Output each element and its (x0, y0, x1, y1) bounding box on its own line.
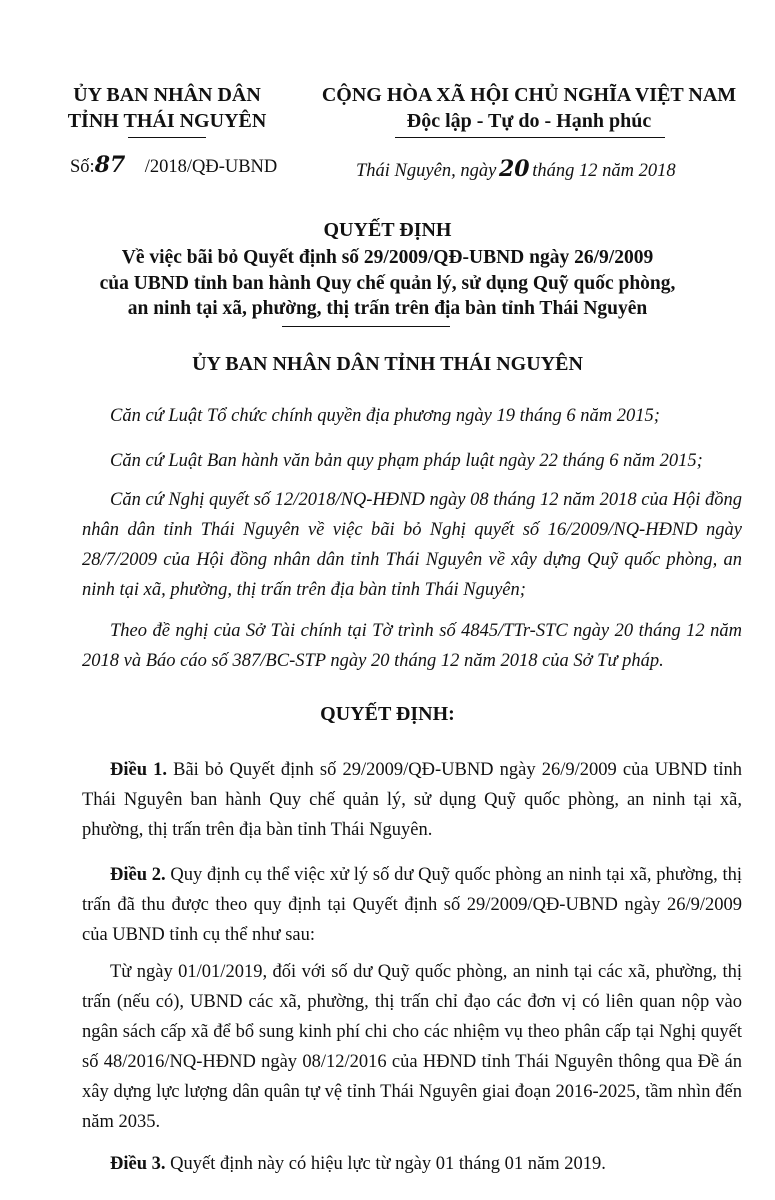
title-line1: Về việc bãi bỏ Quyết định số 29/2009/QĐ-UBND ngày 26/9/2009 (121, 247, 654, 268)
legal-basis-2: Căn cứ Luật Ban hành văn bản quy phạm pháp luật ngày 22 tháng 6 năm 2015; (110, 451, 703, 471)
doc-number-label: Số: (70, 157, 95, 177)
article-3 (82, 1149, 742, 1179)
article-1-text: Bãi bỏ Quyết định số 29/2009/QĐ-UBND ngày 26/9/2009 của UBND tỉnh Thái Nguyên ban hành Quy chế quản lý, sử dụng Quỹ quốc phòng, an ninh tại xã, phường, thị trấn trên địa bàn tỉnh Thái Nguyên. (82, 760, 743, 840)
doc-number-suffix: /2018/QĐ-UBND (144, 157, 278, 177)
issuing-agency-line2: TỈNH THÁI NGUYÊN (67, 110, 267, 132)
article-2-detail: Từ ngày 01/01/2019, đối với số dư Quỹ quốc phòng, an ninh tại các xã, phường, thị trấn (nếu có), UBND các xã, phường, thị trấn chỉ đạo các đơn vị có liên quan nộp vào ngân sách cấp xã để bổ sung kinh phí chi cho các nhiệm vụ theo phân cấp tại Nghị quyết số 48/2016/NQ-HĐND ngày 08/12/2016 của HĐND tỉnh Thái Nguyên thông qua Đề án xây dựng lực lượng dân quân tự vệ tỉnh Thái Nguyên giai đoạn 2016-2025, tầm nhìn đến năm 2035. (82, 962, 742, 1132)
document-number (70, 152, 277, 178)
date-day-handwritten: 20 (498, 156, 530, 182)
date-prefix: Thái Nguyên, ngày (356, 161, 497, 181)
article-2 (82, 860, 742, 950)
legal-basis-1: Căn cứ Luật Tổ chức chính quyền địa phương ngày 19 tháng 6 năm 2015; (110, 406, 660, 426)
article-1-label: Điều 1. (110, 760, 167, 780)
agency-underline (128, 137, 206, 138)
document-type: QUYẾT ĐỊNH (323, 219, 452, 241)
authority-heading: ỦY BAN NHÂN DÂN TỈNH THÁI NGUYÊN (192, 353, 583, 375)
motto: Độc lập - Tự do - Hạnh phúc (406, 110, 652, 132)
date-suffix: tháng 12 năm 2018 (532, 161, 676, 181)
article-3-label: Điều 3. (110, 1154, 166, 1174)
issuing-agency (56, 82, 278, 134)
title-line2: của UBND tỉnh ban hành Quy chế quản lý, sử dụng Quỹ quốc phòng, (99, 273, 676, 294)
title-line3: an ninh tại xã, phường, thị trấn trên địa bàn tỉnh Thái Nguyên (127, 298, 648, 319)
article-3-text: Quyết định này có hiệu lực từ ngày 01 tháng 01 năm 2019. (170, 1154, 606, 1174)
motto-underline (395, 137, 665, 138)
doc-number-handwritten: 87 (94, 152, 126, 178)
legal-basis-4: Theo đề nghị của Sở Tài chính tại Tờ trình số 4845/TTr-STC ngày 20 tháng 12 năm 2018 và Báo cáo số 387/BC-STP ngày 20 tháng 12 năm 2018 của Sở Tư pháp. (82, 621, 742, 671)
article-2-text: Quy định cụ thể việc xử lý số dư Quỹ quốc phòng an ninh tại xã, phường, thị trấn đã thu được theo quy định tại Quyết định số 29/2009/QĐ-UBND ngày 26/9/2009 của UBND tỉnh cụ thể như sau: (82, 865, 743, 945)
legal-basis-3: Căn cứ Nghị quyết số 12/2018/NQ-HĐND ngày 08 tháng 12 năm 2018 của Hội đồng nhân dân tỉnh Thái Nguyên về việc bãi bỏ Nghị quyết số 16/2009/NQ-HĐND ngày 28/7/2009 của Hội đồng nhân dân tỉnh Thái Nguyên về xây dựng Quỹ quốc phòng, an ninh tại xã, phường, thị trấn trên địa bàn tỉnh Thái Nguyên; (82, 490, 742, 600)
issuing-agency-line1: ỦY BAN NHÂN DÂN (73, 84, 261, 106)
national-name: CỘNG HÒA XÃ HỘI CHỦ NGHĨA VIỆT NAM (321, 84, 737, 106)
decision-heading: QUYẾT ĐỊNH: (320, 703, 455, 725)
issue-date (356, 156, 676, 182)
article-2-label: Điều 2. (110, 865, 166, 885)
article-1 (82, 755, 742, 845)
title-underline (282, 326, 450, 327)
national-motto (306, 82, 752, 134)
